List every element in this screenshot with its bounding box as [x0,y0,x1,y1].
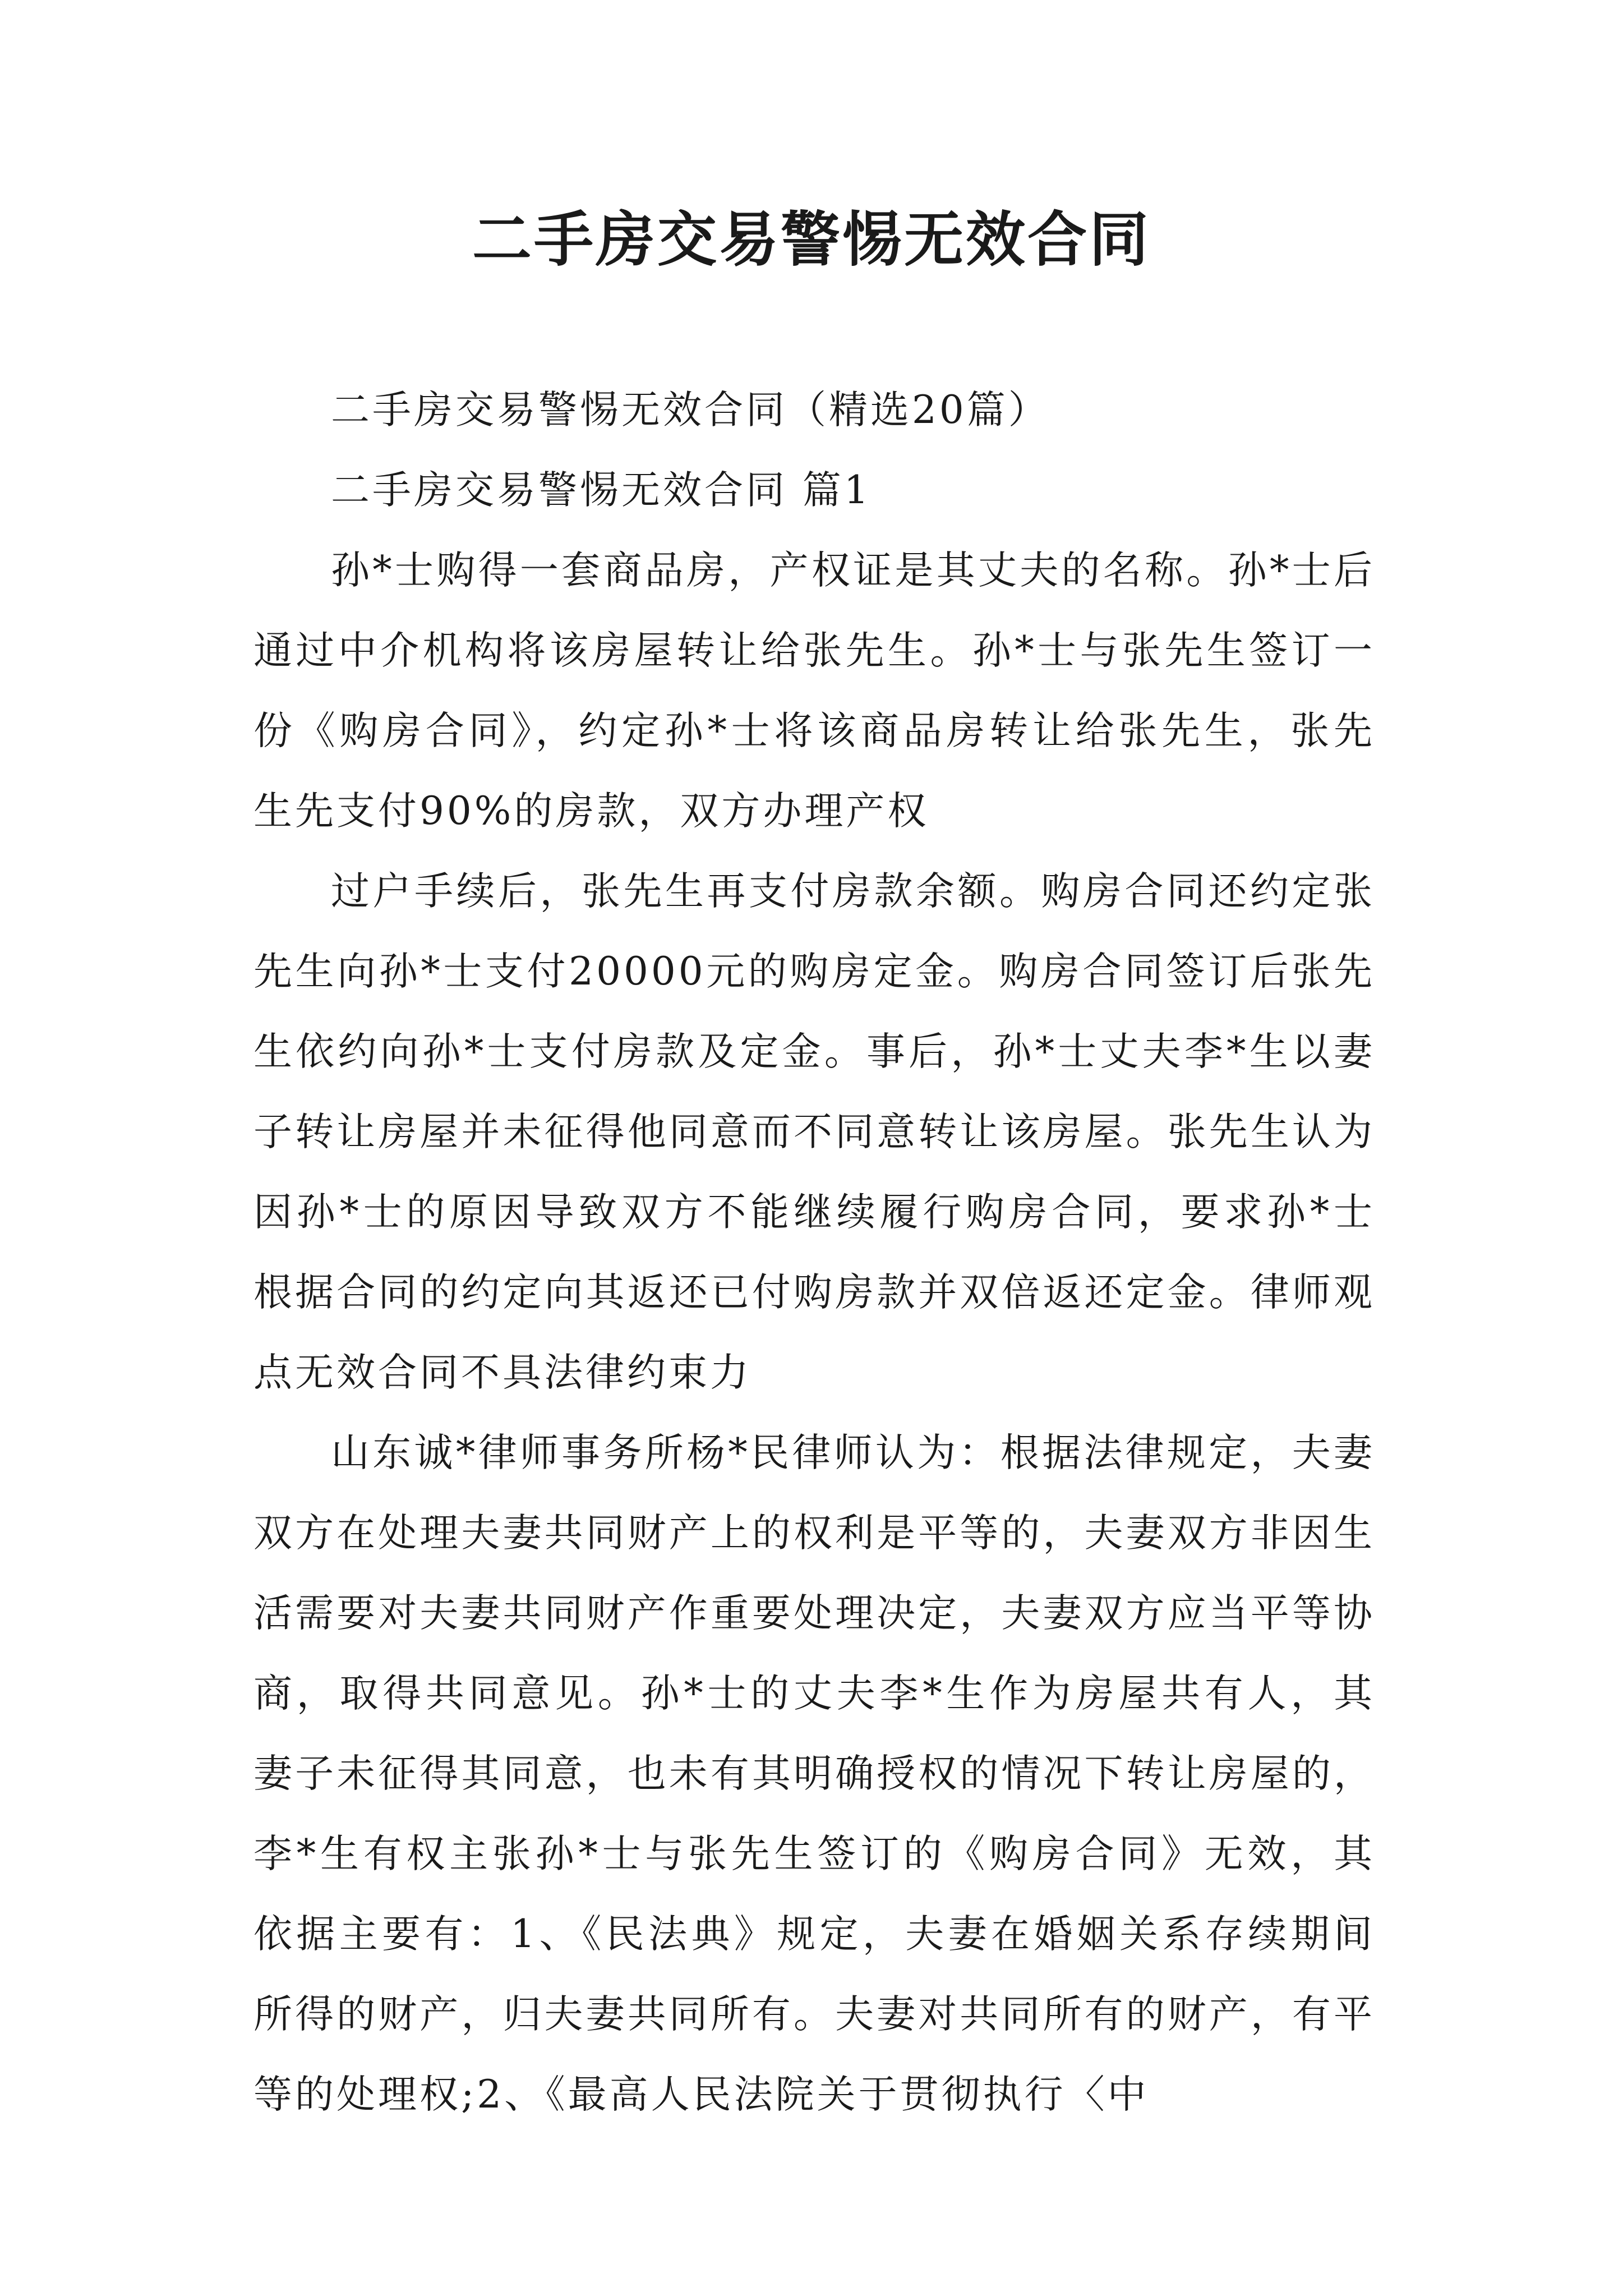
body-paragraph: 山东诚*律师事务所杨*民律师认为：根据法律规定，夫妻双方在处理夫妻共同财产上的权利是平等的，夫妻双方非因生活需要对夫妻共同财产作重要处理决定，夫妻双方应当平等协商，取得共同意见。孙*士的丈夫李*生作为房屋共有人，其妻子未征得其同意，也未有其明确授权的情况下转让房屋的，李*生有权主张孙*士与张先生签订的《购房合同》无效，其依据主要有：1、《民法典》规定，夫妻在婚姻关系存续期间所得的财产，归夫妻共同所有。夫妻对共同所有的财产，有平等的处理权;2、《最高人民法院关于贯彻执行〈中 [253,1430,1375,2117]
subtitle-paragraph: 二手房交易警惕无效合同（精选20篇） [331,388,1050,432]
section-heading: 二手房交易警惕无效合同 篇1 [331,468,872,513]
document-title: 二手房交易警惕无效合同 [472,204,1151,274]
body-paragraph: 过户手续后，张先生再支付房款余额。购房合同还约定张先生向孙*士支付20000元的购房定金。购房合同签订后张先生依约向孙*士支付房款及定金。事后，孙*士丈夫李*生以妻子转让房屋并未征得他同意而不同意转让该房屋。张先生认为因孙*士的原因导致双方不能继续履行购房合同，要求孙*士根据合同的约定向其返还已付购房款并双倍返还定金。律师观点无效合同不具法律约束力 [253,869,1376,1395]
document-body [253,370,1375,2135]
body-paragraph: 孙*士购得一套商品房，产权证是其丈夫的名称。孙*士后通过中介机构将该房屋转让给张先生。孙*士与张先生签订一份《购房合同》，约定孙*士将该商品房转让给张先生，张先生先支付90%的房款，双方办理产权 [253,548,1375,834]
